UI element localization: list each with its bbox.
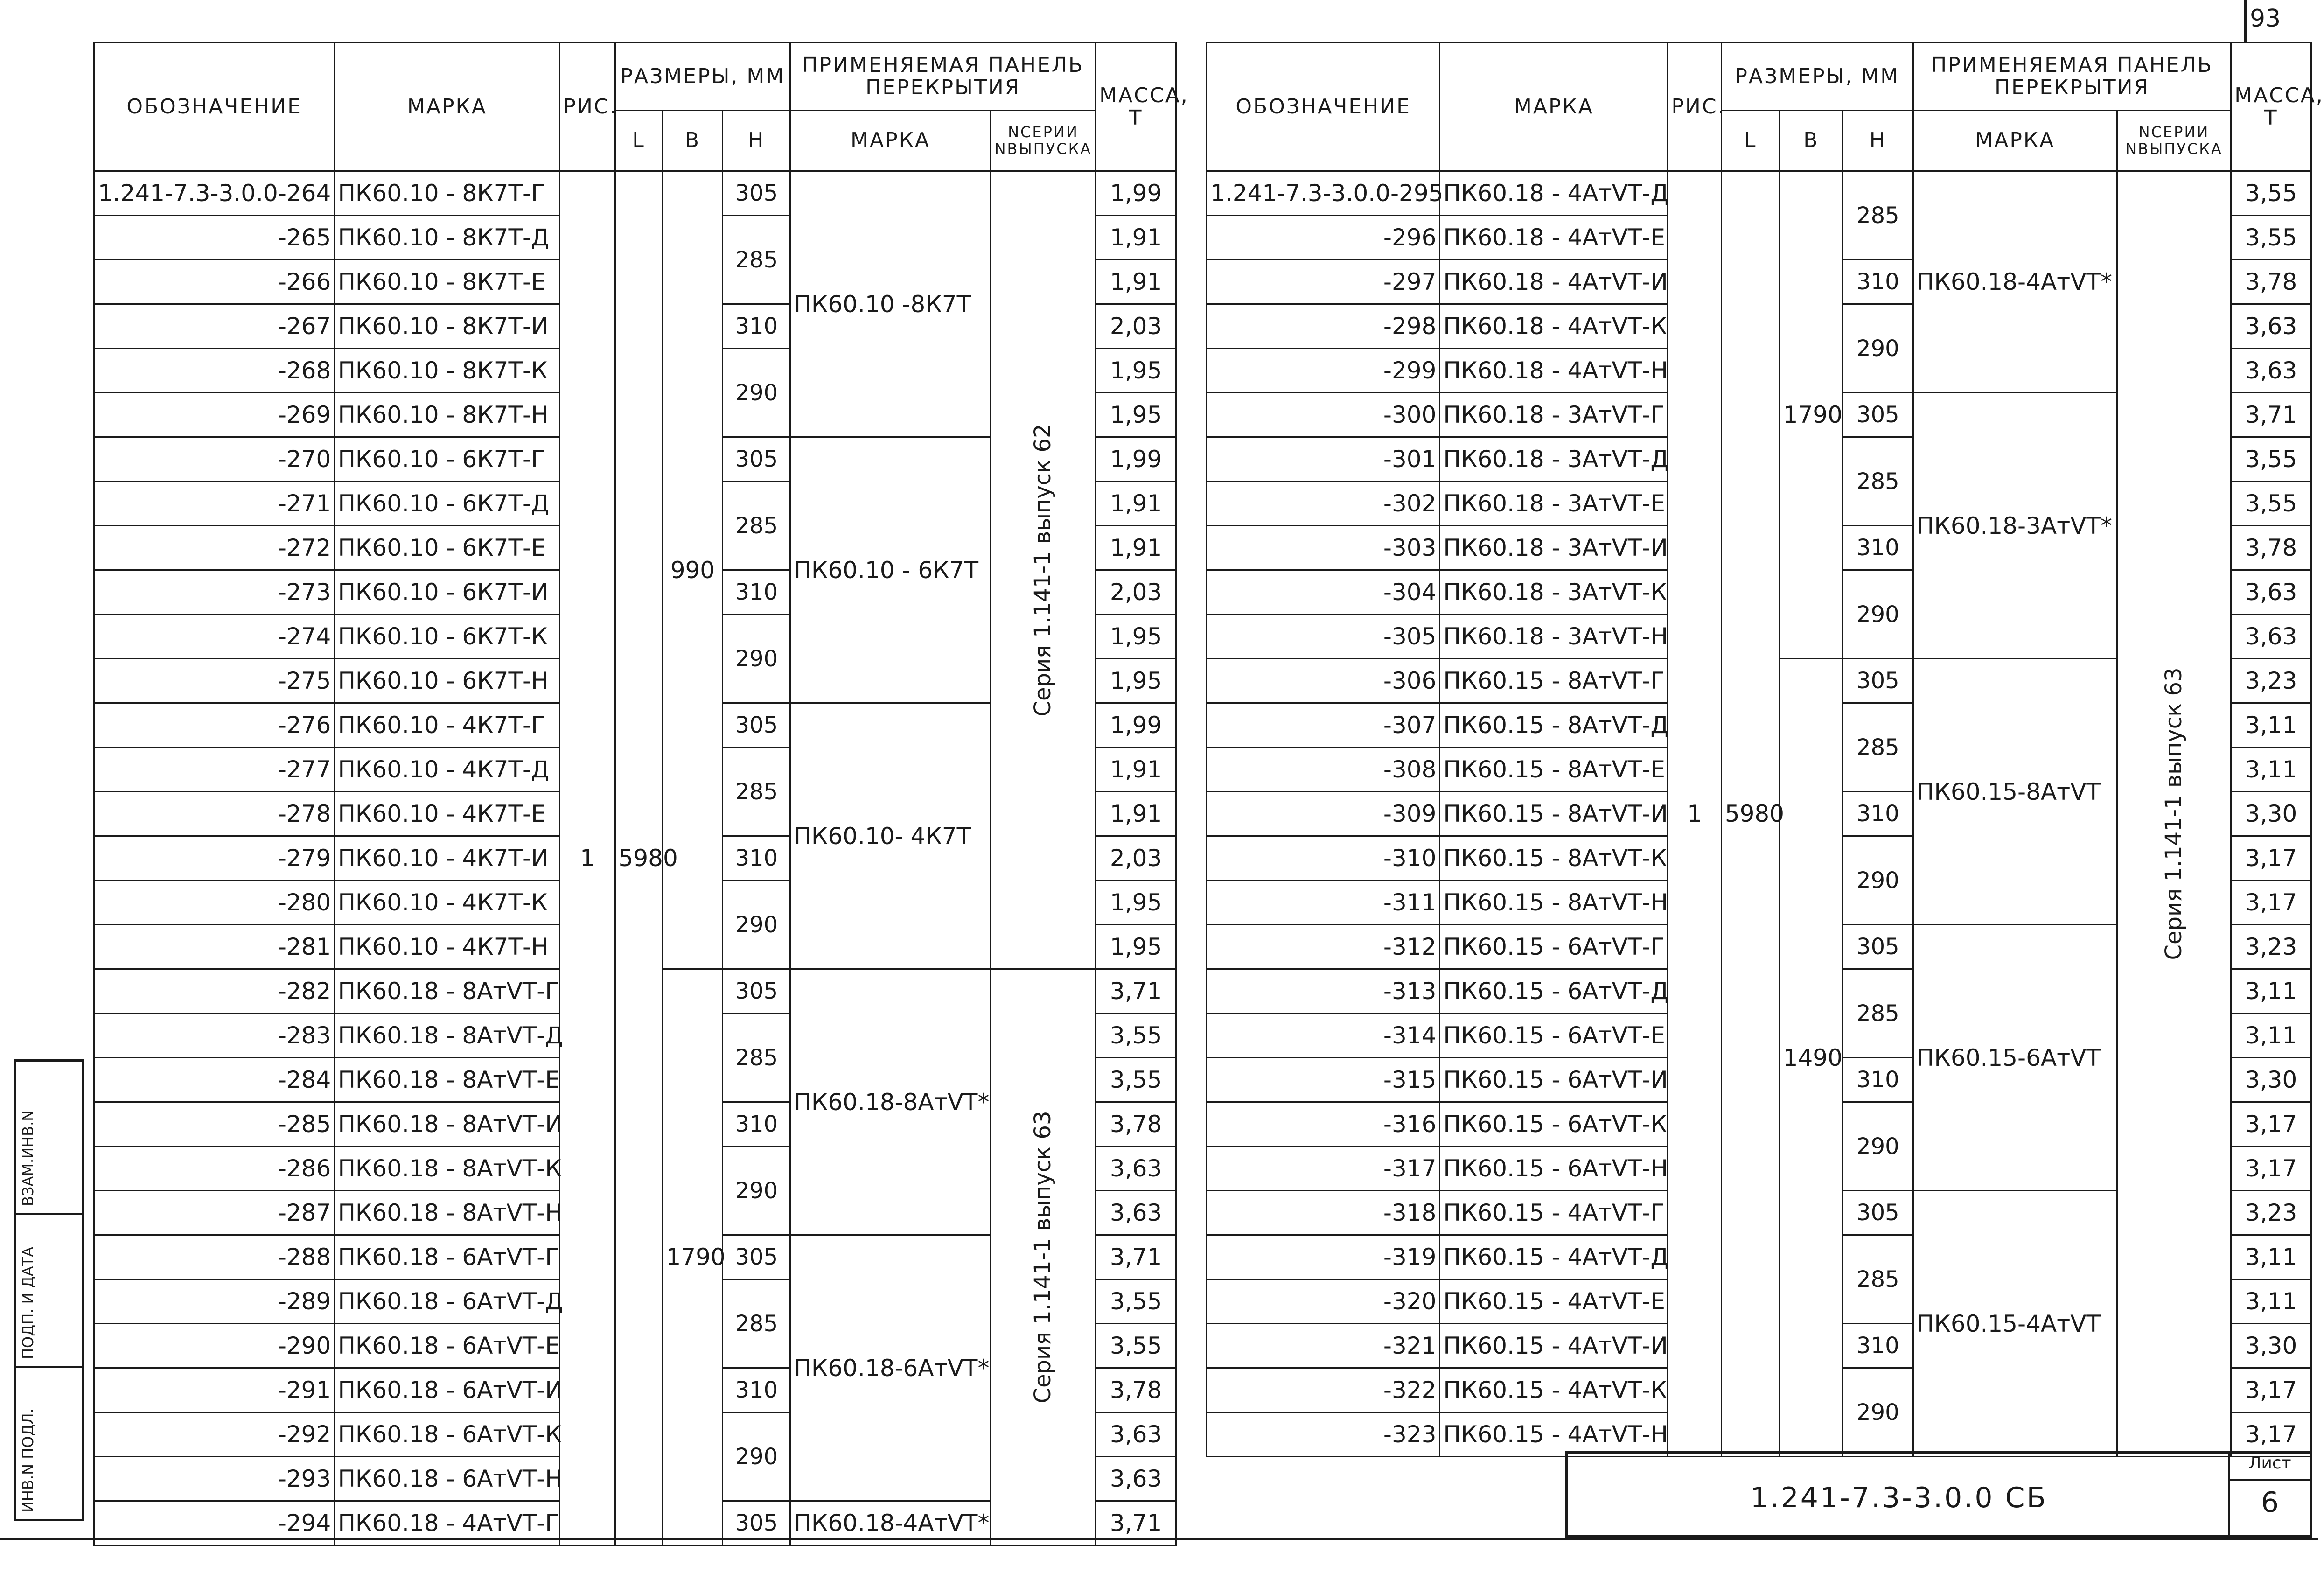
height-cell: 305 (1842, 393, 1913, 437)
height-cell: 310 (1842, 1058, 1913, 1102)
mass-cell: 3,30 (2231, 1058, 2311, 1102)
stamp-label-replace: ВЗАМ.ИНВ.N (19, 1110, 37, 1206)
header-sizes: РАЗМЕРЫ, ММ (615, 43, 790, 111)
title-block (1565, 1451, 2312, 1538)
designation-cell: -314 (1207, 1014, 1440, 1058)
mass-cell: 3,63 (2231, 304, 2311, 349)
header-designation: ОБОЗНАЧЕНИЕ (94, 43, 335, 171)
height-cell: 305 (723, 1501, 790, 1545)
mass-cell: 3,55 (1096, 1058, 1176, 1102)
mark-cell: ПК60.10 - 8К7Т-К (335, 349, 560, 393)
designation-cell: -272 (94, 526, 335, 570)
designation-cell: -304 (1207, 570, 1440, 615)
mark-cell: ПК60.18 - 6АтⅤТ-Е (335, 1324, 560, 1368)
height-cell: 285 (1842, 171, 1913, 260)
stamp-cell (16, 1062, 82, 1215)
designation-cell: -276 (94, 703, 335, 748)
designation-cell: -298 (1207, 304, 1440, 349)
mass-cell: 1,99 (1096, 171, 1176, 216)
mass-cell: 1,95 (1096, 881, 1176, 925)
header-mass: МАССА, Т (2231, 43, 2311, 171)
height-cell: 285 (723, 216, 790, 304)
mark-cell: ПК60.15 - 4АтⅤТ-Д (1440, 1235, 1668, 1279)
designation-cell: -322 (1207, 1368, 1440, 1412)
designation-cell: -278 (94, 792, 335, 836)
panel-mark-cell: ПК60.18-6АтⅤТ* (790, 1235, 991, 1501)
height-cell: 290 (1842, 836, 1913, 925)
height-cell: 290 (723, 349, 790, 437)
designation-cell: -269 (94, 393, 335, 437)
mark-cell: ПК60.18 - 8АтⅤТ-Д (335, 1014, 560, 1058)
mass-cell: 3,71 (2231, 393, 2311, 437)
designation-cell: -266 (94, 260, 335, 304)
mass-cell: 1,91 (1096, 260, 1176, 304)
mass-cell: 3,78 (2231, 526, 2311, 570)
height-cell: 285 (723, 482, 790, 570)
designation-cell: -318 (1207, 1191, 1440, 1235)
height-cell: 285 (723, 1279, 790, 1368)
stamp-label-sign: ПОДП. И ДАТА (19, 1246, 37, 1359)
height-cell: 290 (723, 615, 790, 703)
width-cell: 1790 (1780, 171, 1842, 659)
designation-cell: -291 (94, 1368, 335, 1412)
mass-cell: 3,17 (2231, 881, 2311, 925)
height-cell: 290 (1842, 1368, 1913, 1457)
mass-cell: 3,17 (2231, 1102, 2311, 1147)
designation-cell: -323 (1207, 1412, 1440, 1457)
height-cell: 285 (1842, 703, 1913, 792)
mass-cell: 3,23 (2231, 925, 2311, 969)
mark-cell: ПК60.10 - 6К7Т-К (335, 615, 560, 659)
spec-body-left (94, 171, 1176, 1545)
mass-cell: 3,63 (1096, 1412, 1176, 1457)
mark-cell: ПК60.18 - 3АтⅤТ-Н (1440, 615, 1668, 659)
designation-cell: -274 (94, 615, 335, 659)
mass-cell: 2,03 (1096, 570, 1176, 615)
mark-cell: ПК60.10 - 4К7Т-И (335, 836, 560, 881)
mark-cell: ПК60.15 - 8АтⅤТ-Н (1440, 881, 1668, 925)
mass-cell: 3,11 (2231, 748, 2311, 792)
length-cell: 5980 (615, 171, 663, 1545)
mark-cell: ПК60.10 - 6К7Т-Г (335, 437, 560, 482)
mass-cell: 1,95 (1096, 393, 1176, 437)
designation-cell: -317 (1207, 1147, 1440, 1191)
stamp-cell (16, 1215, 82, 1368)
mass-cell: 3,71 (1096, 1235, 1176, 1279)
sheet-box (2228, 1454, 2310, 1535)
mass-cell: 3,17 (2231, 1147, 2311, 1191)
width-cell: 1490 (1780, 659, 1842, 1457)
width-cell: 990 (663, 171, 723, 969)
height-cell: 310 (1842, 792, 1913, 836)
mass-cell: 3,23 (2231, 659, 2311, 703)
designation-cell: -310 (1207, 836, 1440, 881)
mark-cell: ПК60.15 - 6АтⅤТ-Д (1440, 969, 1668, 1014)
designation-cell: -321 (1207, 1324, 1440, 1368)
mass-cell: 1,91 (1096, 482, 1176, 526)
mass-cell: 3,11 (2231, 1279, 2311, 1324)
page-number: 93 (2250, 5, 2281, 33)
designation-cell: -311 (1207, 881, 1440, 925)
designation-cell: -312 (1207, 925, 1440, 969)
mark-cell: ПК60.18 - 3АтⅤТ-Д (1440, 437, 1668, 482)
designation-cell: -292 (94, 1412, 335, 1457)
panel-mark-cell: ПК60.15-8АтⅤТ (1913, 659, 2117, 925)
designation-cell: 1.241-7.3-3.0.0-264 (94, 171, 335, 216)
designation-cell: -307 (1207, 703, 1440, 748)
designation-cell: -287 (94, 1191, 335, 1235)
height-cell: 290 (1842, 570, 1913, 659)
mark-cell: ПК60.15 - 4АтⅤТ-И (1440, 1324, 1668, 1368)
header-panel-mark: МАРКА (790, 111, 991, 171)
approval-stamp (14, 1059, 84, 1521)
mark-cell: ПК60.10 - 8К7Т-Г (335, 171, 560, 216)
width-cell: 1790 (663, 969, 723, 1545)
mass-cell: 3,63 (1096, 1147, 1176, 1191)
panel-mark-cell: ПК60.18-3АтⅤТ* (1913, 393, 2117, 659)
header-panel-mark: МАРКА (1913, 111, 2117, 171)
mark-cell: ПК60.10 - 4К7Т-К (335, 881, 560, 925)
mark-cell: ПК60.15 - 4АтⅤТ-Н (1440, 1412, 1668, 1457)
mass-cell: 1,91 (1096, 526, 1176, 570)
mass-cell: 3,30 (2231, 792, 2311, 836)
designation-cell: -302 (1207, 482, 1440, 526)
panel-mark-cell: ПК60.18-4АтⅤТ* (1913, 171, 2117, 393)
designation-cell: -288 (94, 1235, 335, 1279)
designation-cell: 1.241-7.3-3.0.0-295 (1207, 171, 1440, 216)
mark-cell: ПК60.15 - 6АтⅤТ-Г (1440, 925, 1668, 969)
header-b: B (663, 111, 723, 171)
stamp-cell (16, 1368, 82, 1519)
mark-cell: ПК60.15 - 6АтⅤТ-К (1440, 1102, 1668, 1147)
mass-cell: 3,55 (2231, 482, 2311, 526)
header-l: L (1721, 111, 1780, 171)
mark-cell: ПК60.18 - 6АтⅤТ-Г (335, 1235, 560, 1279)
mark-cell: ПК60.10 - 6К7Т-И (335, 570, 560, 615)
header-series-no: NСЕРИИ NВЫПУСКА (2117, 111, 2231, 171)
mark-cell: ПК60.18 - 3АтⅤТ-И (1440, 526, 1668, 570)
designation-cell: -282 (94, 969, 335, 1014)
header-designation: ОБОЗНАЧЕНИЕ (1207, 43, 1440, 171)
mass-cell: 3,63 (2231, 570, 2311, 615)
mark-cell: ПК60.18 - 3АтⅤТ-Г (1440, 393, 1668, 437)
mass-cell: 1,91 (1096, 792, 1176, 836)
designation-cell: -305 (1207, 615, 1440, 659)
panel-mark-cell: ПК60.15-4АтⅤТ (1913, 1191, 2117, 1457)
height-cell: 310 (723, 570, 790, 615)
designation-cell: -303 (1207, 526, 1440, 570)
header-mass: МАССА, Т (1096, 43, 1176, 171)
height-cell: 305 (723, 437, 790, 482)
mass-cell: 1,91 (1096, 748, 1176, 792)
height-cell: 290 (723, 1147, 790, 1235)
panel-mark-cell: ПК60.10 - 6К7Т (790, 437, 991, 703)
mass-cell: 3,71 (1096, 1501, 1176, 1545)
mark-cell: ПК60.18 - 6АтⅤТ-К (335, 1412, 560, 1457)
mark-cell: ПК60.18 - 4АтⅤТ-Е (1440, 216, 1668, 260)
fig-cell: 1 (1668, 171, 1721, 1457)
mark-cell: ПК60.15 - 6АтⅤТ-И (1440, 1058, 1668, 1102)
fig-cell: 1 (560, 171, 615, 1545)
mark-cell: ПК60.10 - 4К7Т-Е (335, 792, 560, 836)
sheet-number: 6 (2261, 1486, 2279, 1519)
mark-cell: ПК60.15 - 6АтⅤТ-Е (1440, 1014, 1668, 1058)
header-b: B (1780, 111, 1842, 171)
mass-cell: 1,99 (1096, 437, 1176, 482)
panel-mark-cell: ПК60.18-4АтⅤТ* (790, 1501, 991, 1545)
designation-cell: -294 (94, 1501, 335, 1545)
mass-cell: 2,03 (1096, 304, 1176, 349)
header-mark: МАРКА (1440, 43, 1668, 171)
mass-cell: 3,23 (2231, 1191, 2311, 1235)
designation-cell: -275 (94, 659, 335, 703)
height-cell: 290 (723, 881, 790, 969)
mass-cell: 3,55 (2231, 171, 2311, 216)
designation-cell: -293 (94, 1457, 335, 1501)
mass-cell: 3,55 (1096, 1279, 1176, 1324)
designation-cell: -297 (1207, 260, 1440, 304)
mark-cell: ПК60.10 - 8К7Т-Д (335, 216, 560, 260)
table-row (1207, 171, 2311, 216)
designation-cell: -284 (94, 1058, 335, 1102)
mark-cell: ПК60.18 - 8АтⅤТ-Н (335, 1191, 560, 1235)
designation-cell: -300 (1207, 393, 1440, 437)
mark-cell: ПК60.18 - 6АтⅤТ-Н (335, 1457, 560, 1501)
series-cell (991, 171, 1096, 969)
designation-cell: -308 (1207, 748, 1440, 792)
mark-cell: ПК60.10 - 8К7Т-Е (335, 260, 560, 304)
mass-cell: 3,11 (2231, 1014, 2311, 1058)
height-cell: 290 (1842, 304, 1913, 393)
mark-cell: ПК60.18 - 8АтⅤТ-Е (335, 1058, 560, 1102)
designation-cell: -279 (94, 836, 335, 881)
height-cell: 290 (723, 1412, 790, 1501)
height-cell: 305 (723, 703, 790, 748)
mass-cell: 1,95 (1096, 615, 1176, 659)
mark-cell: ПК60.10 - 4К7Т-Д (335, 748, 560, 792)
mark-cell: ПК60.15 - 8АтⅤТ-И (1440, 792, 1668, 836)
mass-cell: 3,71 (1096, 969, 1176, 1014)
mark-cell: ПК60.10 - 6К7Т-Н (335, 659, 560, 703)
mark-cell: ПК60.15 - 4АтⅤТ-К (1440, 1368, 1668, 1412)
designation-cell: -299 (1207, 349, 1440, 393)
spec-table-left (93, 42, 1189, 1546)
series-label: Серия 1.141-1 выпуск 62 (1030, 423, 1056, 717)
mark-cell: ПК60.18 - 3АтⅤТ-Е (1440, 482, 1668, 526)
mark-cell: ПК60.18 - 3АтⅤТ-К (1440, 570, 1668, 615)
panel-mark-cell: ПК60.15-6АтⅤТ (1913, 925, 2117, 1191)
height-cell: 305 (723, 1235, 790, 1279)
stamp-label-inv: ИНВ.N ПОДЛ. (19, 1408, 37, 1512)
mark-cell: ПК60.10 - 8К7Т-Н (335, 393, 560, 437)
series-label: Серия 1.141-1 выпуск 63 (2160, 667, 2187, 960)
header-series-no: NСЕРИИ NВЫПУСКА (991, 111, 1096, 171)
designation-cell: -280 (94, 881, 335, 925)
mark-cell: ПК60.15 - 8АтⅤТ-Д (1440, 703, 1668, 748)
document-code: 1.241-7.3-3.0.0 СБ (1750, 1482, 2048, 1514)
designation-cell: -309 (1207, 792, 1440, 836)
mass-cell: 3,63 (1096, 1457, 1176, 1501)
height-cell: 285 (723, 748, 790, 836)
panel-mark-cell: ПК60.10- 4К7Т (790, 703, 991, 969)
table-row (94, 171, 1176, 216)
mark-cell: ПК60.18 - 8АтⅤТ-К (335, 1147, 560, 1191)
height-cell: 305 (723, 969, 790, 1014)
height-cell: 310 (723, 836, 790, 881)
panel-mark-cell: ПК60.10 -8К7Т (790, 171, 991, 437)
designation-cell: -301 (1207, 437, 1440, 482)
header-sizes: РАЗМЕРЫ, ММ (1721, 43, 1913, 111)
height-cell: 310 (723, 1102, 790, 1147)
panel-mark-cell: ПК60.18-8АтⅤТ* (790, 969, 991, 1235)
designation-cell: -265 (94, 216, 335, 260)
header-panel: ПРИМЕНЯЕМАЯ ПАНЕЛЬ ПЕРЕКРЫТИЯ (1913, 43, 2231, 111)
mass-cell: 1,95 (1096, 925, 1176, 969)
mass-cell: 3,11 (2231, 703, 2311, 748)
mark-cell: ПК60.18 - 6АтⅤТ-Д (335, 1279, 560, 1324)
mass-cell: 3,11 (2231, 969, 2311, 1014)
mass-cell: 1,95 (1096, 659, 1176, 703)
designation-cell: -281 (94, 925, 335, 969)
designation-cell: -270 (94, 437, 335, 482)
mass-cell: 3,17 (2231, 1412, 2311, 1457)
height-cell: 305 (723, 171, 790, 216)
mass-cell: 1,91 (1096, 216, 1176, 260)
designation-cell: -316 (1207, 1102, 1440, 1147)
designation-cell: -296 (1207, 216, 1440, 260)
mass-cell: 3,78 (1096, 1102, 1176, 1147)
spec-body-right (1207, 171, 2311, 1457)
mark-cell: ПК60.18 - 8АтⅤТ-Г (335, 969, 560, 1014)
mass-cell: 3,55 (2231, 216, 2311, 260)
designation-cell: -315 (1207, 1058, 1440, 1102)
height-cell: 305 (1842, 1191, 1913, 1235)
series-label: Серия 1.141-1 выпуск 63 (1030, 1111, 1056, 1404)
series-cell (991, 969, 1096, 1545)
header-mark: МАРКА (335, 43, 560, 171)
header-h: H (1842, 111, 1913, 171)
mark-cell: ПК60.18 - 4АтⅤТ-И (1440, 260, 1668, 304)
height-cell: 310 (723, 304, 790, 349)
designation-cell: -273 (94, 570, 335, 615)
spec-table-right (1206, 42, 2324, 1457)
designation-cell: -285 (94, 1102, 335, 1147)
height-cell: 305 (1842, 925, 1913, 969)
header-fig: РИС. (560, 43, 615, 171)
sheet-label: Лист (2230, 1454, 2310, 1481)
mark-cell: ПК60.18 - 6АтⅤТ-И (335, 1368, 560, 1412)
height-cell: 285 (1842, 1235, 1913, 1324)
designation-cell: -271 (94, 482, 335, 526)
mass-cell: 3,63 (2231, 615, 2311, 659)
mark-cell: ПК60.15 - 6АтⅤТ-Н (1440, 1147, 1668, 1191)
header-fig: РИС. (1668, 43, 1721, 171)
mark-cell: ПК60.10 - 6К7Т-Е (335, 526, 560, 570)
height-cell: 285 (1842, 969, 1913, 1058)
mark-cell: ПК60.10 - 4К7Т-Г (335, 703, 560, 748)
height-cell: 305 (1842, 659, 1913, 703)
header-h: H (723, 111, 790, 171)
header-l: L (615, 111, 663, 171)
mass-cell: 3,17 (2231, 1368, 2311, 1412)
mark-cell: ПК60.18 - 4АтⅤТ-К (1440, 304, 1668, 349)
mass-cell: 3,78 (1096, 1368, 1176, 1412)
designation-cell: -290 (94, 1324, 335, 1368)
mass-cell: 3,17 (2231, 836, 2311, 881)
mass-cell: 3,11 (2231, 1235, 2311, 1279)
mass-cell: 2,03 (1096, 836, 1176, 881)
mass-cell: 3,63 (1096, 1191, 1176, 1235)
designation-cell: -267 (94, 304, 335, 349)
height-cell: 285 (1842, 437, 1913, 526)
mark-cell: ПК60.10 - 6К7Т-Д (335, 482, 560, 526)
mark-cell: ПК60.18 - 4АтⅤТ-Н (1440, 349, 1668, 393)
header-panel: ПРИМЕНЯЕМАЯ ПАНЕЛЬ ПЕРЕКРЫТИЯ (790, 43, 1096, 111)
designation-cell: -320 (1207, 1279, 1440, 1324)
height-cell: 290 (1842, 1102, 1913, 1191)
height-cell: 310 (1842, 526, 1913, 570)
mark-cell: ПК60.15 - 4АтⅤТ-Е (1440, 1279, 1668, 1324)
designation-cell: -313 (1207, 969, 1440, 1014)
mass-cell: 3,30 (2231, 1324, 2311, 1368)
mark-cell: ПК60.18 - 4АтⅤТ-Д (1440, 171, 1668, 216)
designation-cell: -268 (94, 349, 335, 393)
series-cell (2117, 171, 2231, 1457)
sheet-corner-line (2244, 0, 2247, 42)
mark-cell: ПК60.18 - 4АтⅤТ-Г (335, 1501, 560, 1545)
mass-cell: 3,55 (1096, 1324, 1176, 1368)
mass-cell: 3,63 (2231, 349, 2311, 393)
mark-cell: ПК60.10 - 8К7Т-И (335, 304, 560, 349)
mass-cell: 3,78 (2231, 260, 2311, 304)
designation-cell: -319 (1207, 1235, 1440, 1279)
height-cell: 310 (723, 1368, 790, 1412)
bottom-border-line (0, 1538, 2318, 1540)
mass-cell: 3,55 (1096, 1014, 1176, 1058)
designation-cell: -277 (94, 748, 335, 792)
mark-cell: ПК60.18 - 8АтⅤТ-И (335, 1102, 560, 1147)
mark-cell: ПК60.15 - 8АтⅤТ-Г (1440, 659, 1668, 703)
mass-cell: 1,99 (1096, 703, 1176, 748)
designation-cell: -286 (94, 1147, 335, 1191)
mark-cell: ПК60.15 - 4АтⅤТ-Г (1440, 1191, 1668, 1235)
designation-cell: -283 (94, 1014, 335, 1058)
mark-cell: ПК60.15 - 8АтⅤТ-К (1440, 836, 1668, 881)
length-cell: 5980 (1721, 171, 1780, 1457)
mass-cell: 1,95 (1096, 349, 1176, 393)
height-cell: 310 (1842, 260, 1913, 304)
height-cell: 285 (723, 1014, 790, 1102)
designation-cell: -289 (94, 1279, 335, 1324)
mass-cell: 3,55 (2231, 437, 2311, 482)
mark-cell: ПК60.15 - 8АтⅤТ-Е (1440, 748, 1668, 792)
designation-cell: -306 (1207, 659, 1440, 703)
height-cell: 310 (1842, 1324, 1913, 1368)
mark-cell: ПК60.10 - 4К7Т-Н (335, 925, 560, 969)
